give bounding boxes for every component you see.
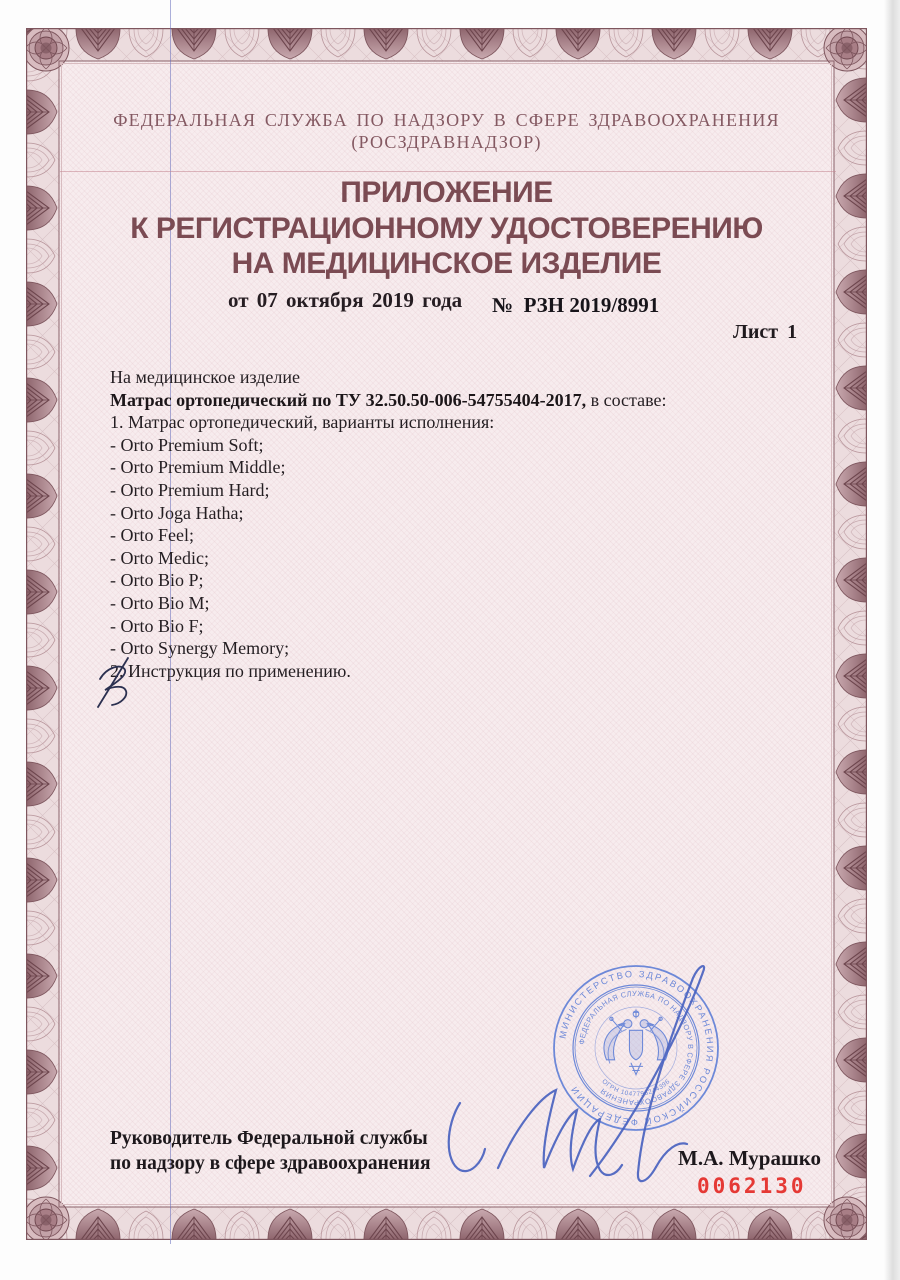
list-item-1: 1. Матрас ортопедический, варианты исполнения: [110,412,495,433]
title-line-3: НА МЕДИЦИНСКОЕ ИЗДЕЛИЕ [231,247,662,280]
product-line [110,389,760,412]
document-number: № РЗН 2019/8991 [492,293,660,317]
variant-line: - Orto Bio F; [110,615,204,636]
signer-name: М.А. Мурашко [678,1146,822,1170]
header-divider-line [60,171,836,172]
sheet-number: Лист 1 [733,321,798,343]
variant-line: - Orto Feel; [110,525,194,546]
signer-title-line-1: Руководитель Федеральной службы [110,1128,428,1149]
product-name: Матрас ортопедический по ТУ 32.50.50-006-54755404-2017, [110,389,587,410]
list-item-2: 2. Инструкция по применению. [110,660,351,681]
variant-line: - Orto Synergy Memory; [110,638,290,659]
issuer-name: ФЕДЕРАЛЬНАЯ СЛУЖБА ПО НАДЗОРУ В СФЕРЕ ЗДРАВООХРАНЕНИЯ [113,110,780,130]
title-line-2: К РЕГИСТРАЦИОННОМУ УДОСТОВЕРЕНИЮ [130,211,763,245]
variant-line: - Orto Premium Middle; [110,457,286,478]
paraph-mark [92,657,142,712]
intro-line: На медицинское изделие [110,367,301,387]
variant-line: - Orto Premium Hard; [110,479,270,500]
seal-ogrn-text: ОГРН 1047796244396 [600,1077,672,1099]
body-text [110,366,760,682]
seal-inner-ring-text: ФЕДЕРАЛЬНАЯ СЛУЖБА ПО НАДЗОРУ В СФЕРЕ ЗДРАВООХРАНЕНИЯ [577,988,696,1108]
signer-title [110,1127,431,1176]
seal-outer-ring-text: МИНИСТЕРСТВО ЗДРАВООХРАНЕНИЯ РОССИЙСКОЙ ФЕДЕРАЦИИ [557,968,716,1128]
variant-line: - Orto Premium Soft; [110,434,264,455]
variant-line: - Orto Bio M; [110,592,210,613]
product-tail: в составе: [586,389,667,410]
variant-line: - Orto Medic; [110,547,209,568]
serial-number: 0062130 [697,1174,807,1198]
document-date: от 07 октября 2019 года [228,288,463,312]
variant-line: - Orto Bio P; [110,570,204,591]
issuer-block [59,109,834,153]
scan-right-edge [884,0,900,1280]
title-line-1: ПРИЛОЖЕНИЕ [340,176,553,209]
document-title [59,175,834,282]
variant-line: - Orto Joga Hatha; [110,502,244,523]
issuer-abbr: (РОСЗДРАВНАДЗОР) [351,132,542,152]
signer-title-line-2: по надзору в сфере здравоохранения [110,1152,431,1174]
